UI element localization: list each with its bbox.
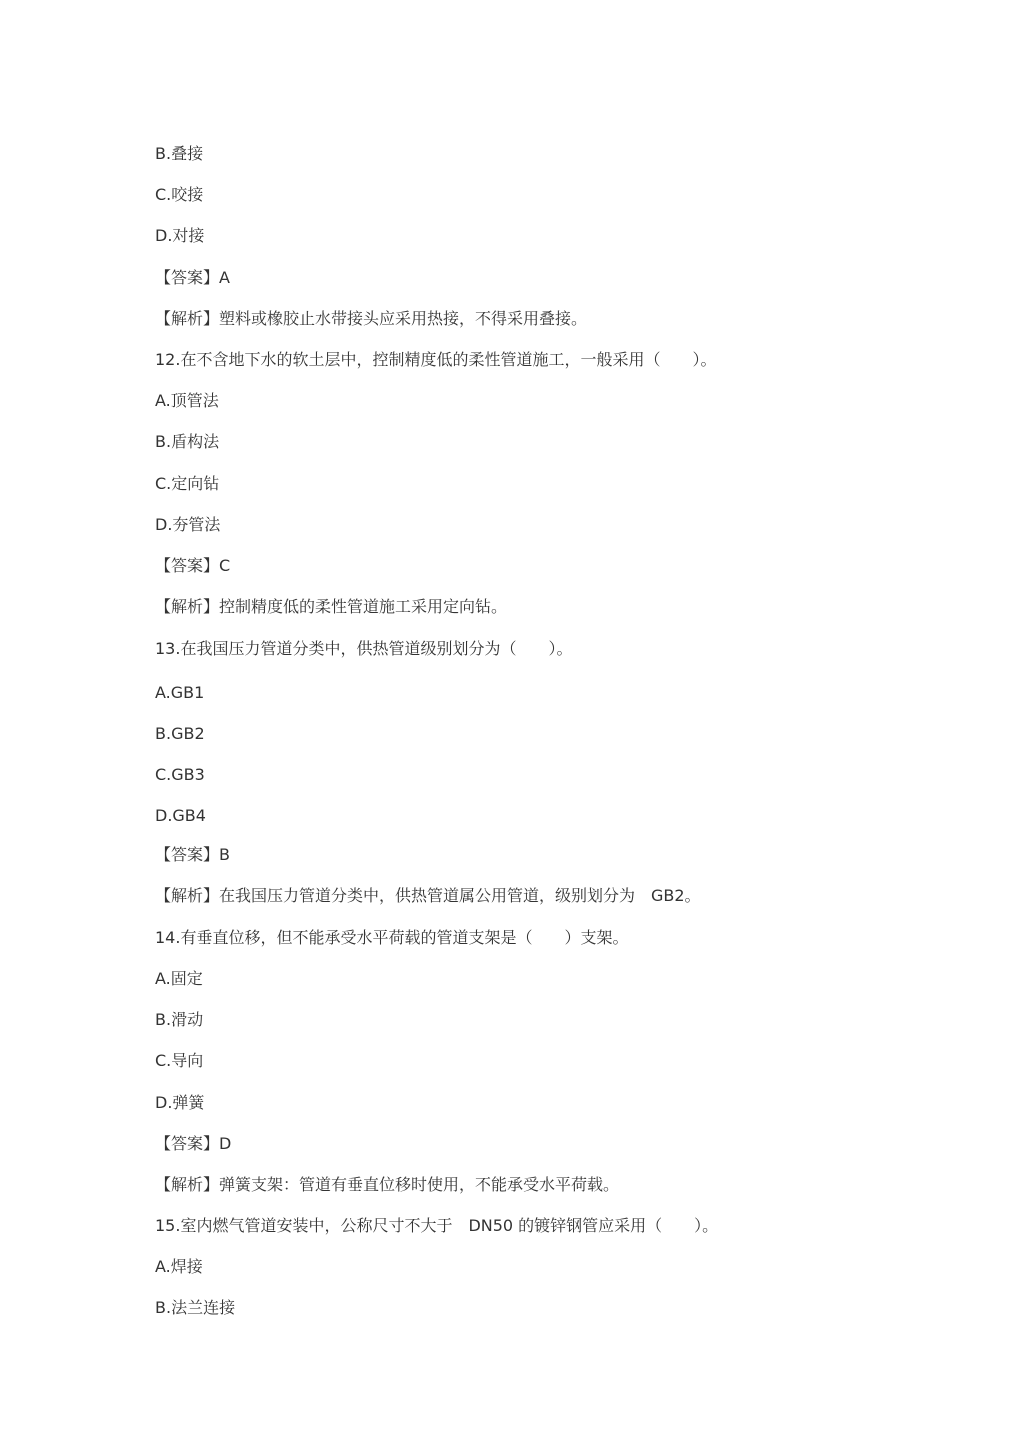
option-line: B.法兰连接 <box>155 1298 236 1317</box>
answer-line: 【答案】C <box>155 556 231 575</box>
analysis-line: 【解析】弹簧支架：管道有垂直位移时使用，不能承受水平荷载。 <box>155 1175 620 1194</box>
option-line: B.盾构法 <box>155 432 220 451</box>
option-line: A.GB1 <box>155 683 205 702</box>
option-line: D.夯管法 <box>155 515 221 534</box>
answer-line: 【答案】D <box>155 1134 232 1153</box>
answer-line: 【答案】A <box>155 268 230 287</box>
option-line: C.定向钻 <box>155 474 220 493</box>
analysis-line: 【解析】塑料或橡胶止水带接头应采用热接，不得采用叠接。 <box>155 309 588 328</box>
option-line: B.滑动 <box>155 1010 204 1029</box>
question-line: 15.室内燃气管道安装中，公称尺寸不大于 DN50 的镀锌钢管应采用（ ）。 <box>155 1216 719 1235</box>
option-line: C.咬接 <box>155 185 204 204</box>
analysis-line: 【解析】控制精度低的柔性管道施工采用定向钻。 <box>155 597 508 616</box>
question-line: 13.在我国压力管道分类中，供热管道级别划分为（ ）。 <box>155 639 573 658</box>
option-line: B.叠接 <box>155 144 204 163</box>
question-line: 12.在不含地下水的软土层中，控制精度低的柔性管道施工，一般采用（ ）。 <box>155 350 717 369</box>
option-line: B.GB2 <box>155 724 205 743</box>
option-line: A.焊接 <box>155 1257 203 1276</box>
option-line: A.固定 <box>155 969 203 988</box>
answer-line: 【答案】B <box>155 845 230 864</box>
option-line: A.顶管法 <box>155 391 219 410</box>
option-line: D.弹簧 <box>155 1093 205 1112</box>
question-line: 14.有垂直位移，但不能承受水平荷载的管道支架是（ ）支架。 <box>155 928 629 947</box>
option-line: C.导向 <box>155 1051 204 1070</box>
option-line: C.GB3 <box>155 765 205 784</box>
option-line: D.GB4 <box>155 806 206 825</box>
option-line: D.对接 <box>155 226 205 245</box>
analysis-line: 【解析】在我国压力管道分类中，供热管道属公用管道，级别划分为 GB2。 <box>155 886 701 905</box>
